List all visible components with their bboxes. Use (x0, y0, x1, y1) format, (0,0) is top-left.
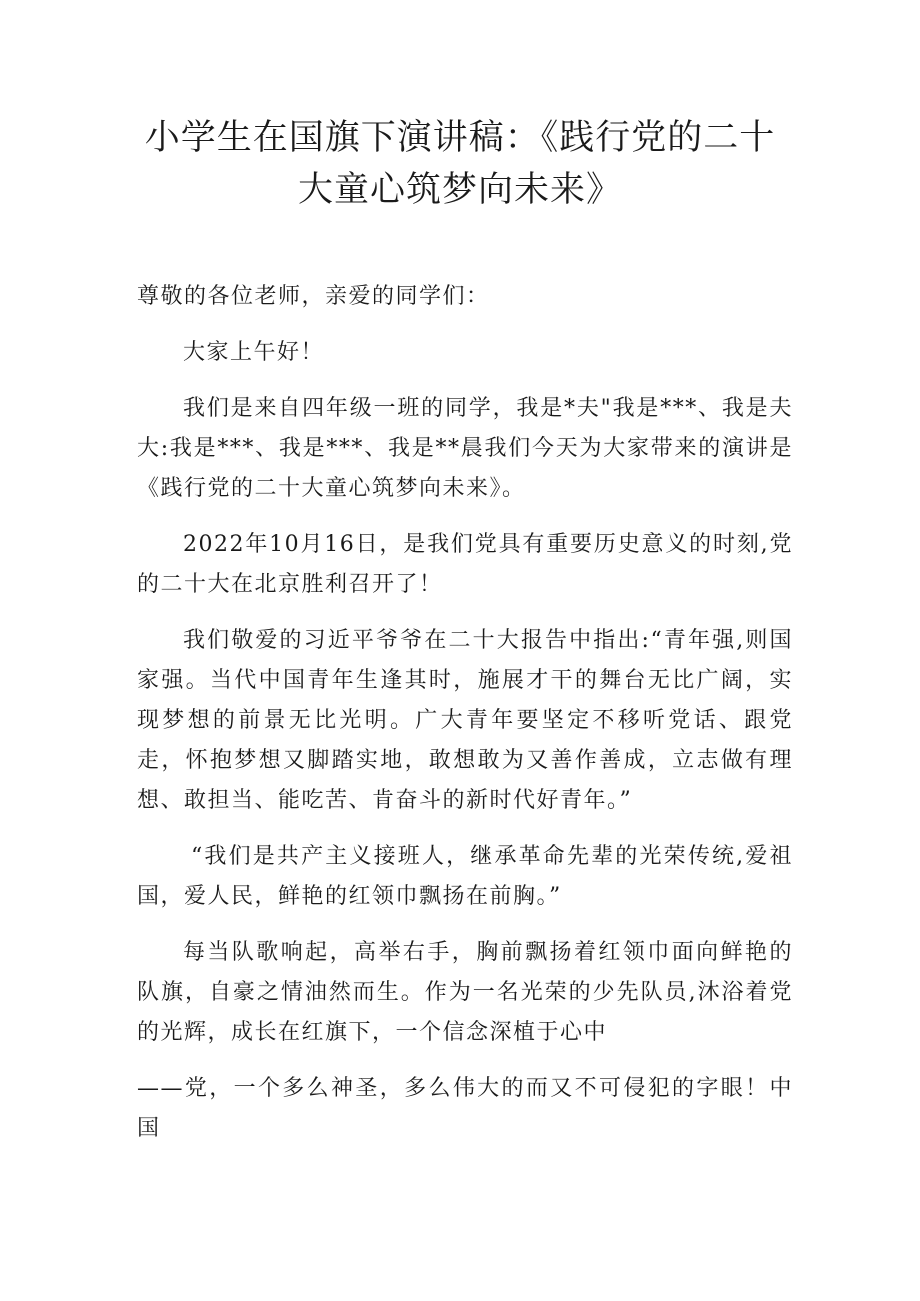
document-title (130, 112, 790, 216)
paragraph-quote-report: 我们敬爱的习近平爷爷在二十大报告中指出:“青年强,则国家强。当代中国青年生逢其时，施展才干的舞台无比广阔，实现梦想的前景无比光明。广大青年要坚定不移听党话、跟党走，怀抱梦想又脚踏实地，敢想敢为又善作善成，立志做有理想、敢担当、能吃苦、肯奋斗的新时代好青年。” (137, 628, 793, 813)
greeting: 大家上午好！ (183, 340, 325, 365)
paragraph-introduction: 我们是来自四年级一班的同学，我是*夫"我是***、我是夫大:我是***、我是***、我是**晨我们今天为大家带来的演讲是《践行党的二十大童心筑梦向未来》。 (137, 396, 793, 501)
paragraph-team-song: 每当队歌响起，高举右手，胸前飘扬着红领巾面向鲜艳的队旗，自豪之情油然而生。作为一名光荣的少先队员,沐浴着党的光辉，成长在红旗下，一个信念深植于心中 (137, 940, 793, 1045)
title-line-2: 大童心筑梦向未来》 (297, 170, 622, 210)
title-line-1: 小学生在国旗下演讲稿：《践行党的二十 (144, 118, 776, 158)
paragraph-date: 2022年10月16日，是我们党具有重要历史意义的时刻,党的二十大在北京胜利召开了！ (137, 532, 793, 597)
document-body (137, 277, 793, 1165)
salutation: 尊敬的各位老师，亲爱的同学们： (137, 284, 490, 309)
paragraph-quote-song: “我们是共产主义接班人，继承革命先辈的光荣传统,爱祖国，爱人民，鲜艳的红领巾飘扬在前胸。” (137, 844, 793, 909)
paragraph-party: ——党，一个多么神圣，多么伟大的而又不可侵犯的字眼！中国 (137, 1076, 793, 1141)
